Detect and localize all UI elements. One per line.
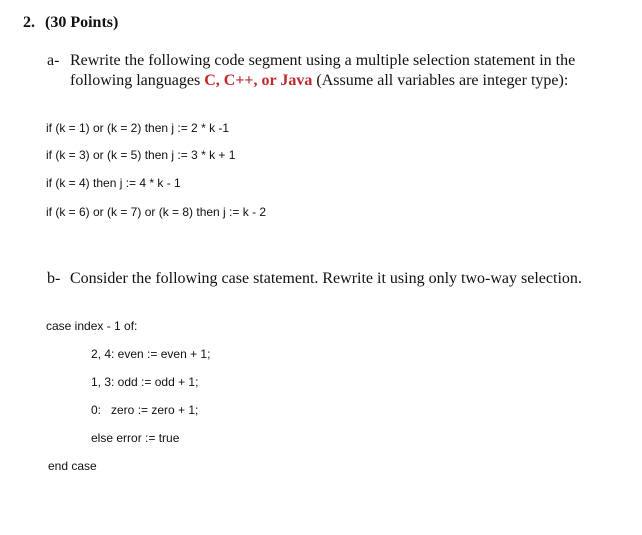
part-a-line1: Rewrite the following code segment using a multiple selection statement in the: [70, 52, 576, 69]
languages-highlight: C, C++, or Java: [204, 72, 313, 89]
part-a-label: a-: [47, 52, 60, 69]
question-points: (30 Points): [45, 14, 119, 31]
part-a-line2-prefix: following languages: [70, 72, 205, 89]
question-number: 2.: [23, 14, 35, 31]
code-line: if (k = 3) or (k = 5) then j := 3 * k + 1: [46, 148, 236, 162]
case-item: 1, 3: odd := odd + 1;: [91, 375, 199, 389]
case-item: 0: zero := zero + 1;: [91, 403, 199, 417]
case-header: case index - 1 of:: [46, 319, 138, 333]
code-line: if (k = 6) or (k = 7) or (k = 8) then j := k - 2: [46, 205, 267, 219]
case-else: else error := true: [91, 431, 180, 445]
part-b-text: Consider the following case statement. Rewrite it using only two-way selection.: [70, 270, 582, 287]
question-heading: [23, 14, 118, 32]
case-item: 2, 4: even := even + 1;: [91, 347, 211, 361]
code-line: if (k = 4) then j := 4 * k - 1: [46, 176, 181, 190]
part-a-line2: [70, 72, 568, 90]
part-b-label: b-: [47, 270, 61, 287]
part-a-line2-suffix: (Assume all variables are integer type):: [312, 72, 569, 89]
code-line: if (k = 1) or (k = 2) then j := 2 * k -1: [46, 121, 230, 135]
case-end: end case: [48, 459, 97, 473]
